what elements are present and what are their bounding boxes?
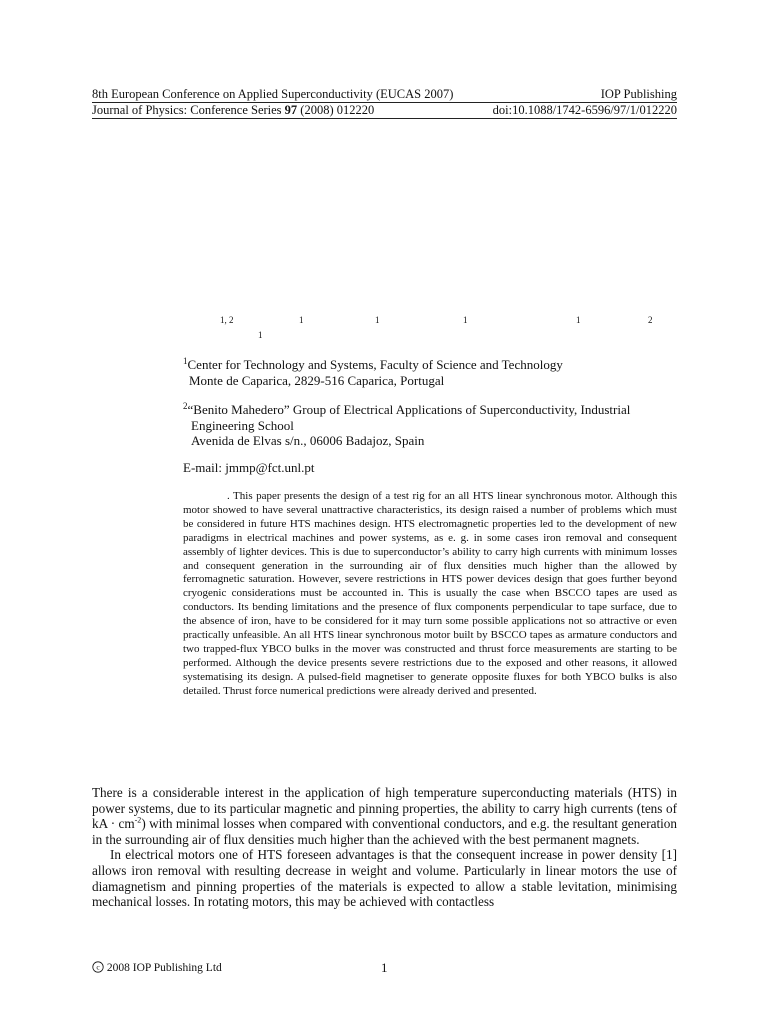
journal-prefix: Journal of Physics: Conference Series <box>92 103 285 117</box>
paragraph: In electrical motors one of HTS foreseen advantages is that the consequent increase in power density [1] allows iron removal with resulting decrease in weight and volume. Particularly in linear motors the use of diamagnetism and pinning properties of the materials is expected to allow a stable levitation, minimising mechanical losses. In rotating motors, this may be achieved with contactless <box>92 847 677 910</box>
author-mark: 2 <box>648 315 653 325</box>
header-rule-bottom <box>92 118 677 119</box>
body-text <box>92 785 677 910</box>
copyright-icon <box>92 961 104 973</box>
author-mark: 1 <box>576 315 581 325</box>
affiliation-number: 1 <box>183 356 188 366</box>
copyright-symbol: c <box>96 962 100 972</box>
affiliation-number: 2 <box>183 401 188 411</box>
affiliation-2 <box>183 399 630 449</box>
copyright-notice <box>92 961 222 974</box>
author-mark: 1 <box>463 315 468 325</box>
contact-email: E-mail: jmmp@fct.unl.pt <box>183 460 315 475</box>
abstract-text: . This paper presents the design of a test rig for an all HTS linear synchronous motor. Although this motor showed to have several unattractive characteristics, its design raised a number of problems which must be considered in future HTS machines design. HTS electromagnetic properties led to the development of new paradigms in electrical machines and power systems, as e. g. in some cases iron removal and consequent assembly of lighter devices. This is due to superconductor’s ability to carry high currents with minimum losses and consequent generation in the surrounding air of flux densities much higher than the allowed by ferromagnetic saturation. However, severe restrictions in HTS power devices design that goes further beyond cryogenic considerations must be accounted in. This is usually the case when BSCCO tapes are used as conductors. Its bending limitations and the presence of flux components perpendicular to tape surface, due to the absence of iron, have to be considered for it may turn some possible applications not so attractive or even practically unfeasible. An all HTS linear synchronous motor built by BSCCO tapes as armature conductors and two trapped-flux YBCO bulks in the mover was constructed and thrust force measurements are starting to be performed. Although the device presents severe restrictions due to the exposed and other reasons, it allowed systematising its design. A pulsed-field magnetiser to generate opposite fluxes for both YBCO bulks is also detailed. Thrust force numerical predictions were already derived and presented. <box>183 490 677 697</box>
journal-citation <box>92 103 374 118</box>
affiliation-line: Avenida de Elvas s/n., 06006 Badajoz, Spain <box>191 433 425 448</box>
author-mark: 1 <box>375 315 380 325</box>
publisher-name: IOP Publishing <box>600 87 677 101</box>
journal-suffix: (2008) 012220 <box>297 103 375 117</box>
author-mark: 1 <box>258 330 263 340</box>
affiliation-line: “Benito Mahedero” Group of Electrical Applications of Superconductivity, Industrial <box>187 402 631 417</box>
conference-name: 8th European Conference on Applied Superconductivity (EUCAS 2007) <box>92 87 454 101</box>
abstract <box>183 490 677 699</box>
copyright-text: 2008 IOP Publishing Ltd <box>106 962 222 974</box>
author-mark: 1 <box>299 315 304 325</box>
superscript: -2 <box>134 815 142 825</box>
journal-volume: 97 <box>284 103 298 117</box>
paragraph <box>92 785 677 847</box>
affiliation-line: Center for Technology and Systems, Faculty of Science and Technology <box>187 357 563 372</box>
affiliation-line: Engineering School <box>191 417 294 433</box>
page-number: 1 <box>381 960 388 975</box>
affiliation-line: Monte de Caparica, 2829-516 Caparica, Portugal <box>189 372 445 388</box>
paragraph-text: ) with minimal losses when compared with conventional conductors, and e.g. the resultant generation in the surrounding air of flux densities much higher than the achieved with the best permanent magnets. <box>92 816 677 847</box>
paragraph-text: There is a considerable interest in the application of high temperature superconducting materials (HTS) in power systems, due to its particular magnetic and pinning properties, the ability to carry high currents (tens of kA · cm <box>92 785 677 832</box>
doi: doi:10.1088/1742-6596/97/1/012220 <box>492 103 677 117</box>
affiliation-1 <box>183 354 563 388</box>
author-mark: 1, 2 <box>220 315 234 325</box>
